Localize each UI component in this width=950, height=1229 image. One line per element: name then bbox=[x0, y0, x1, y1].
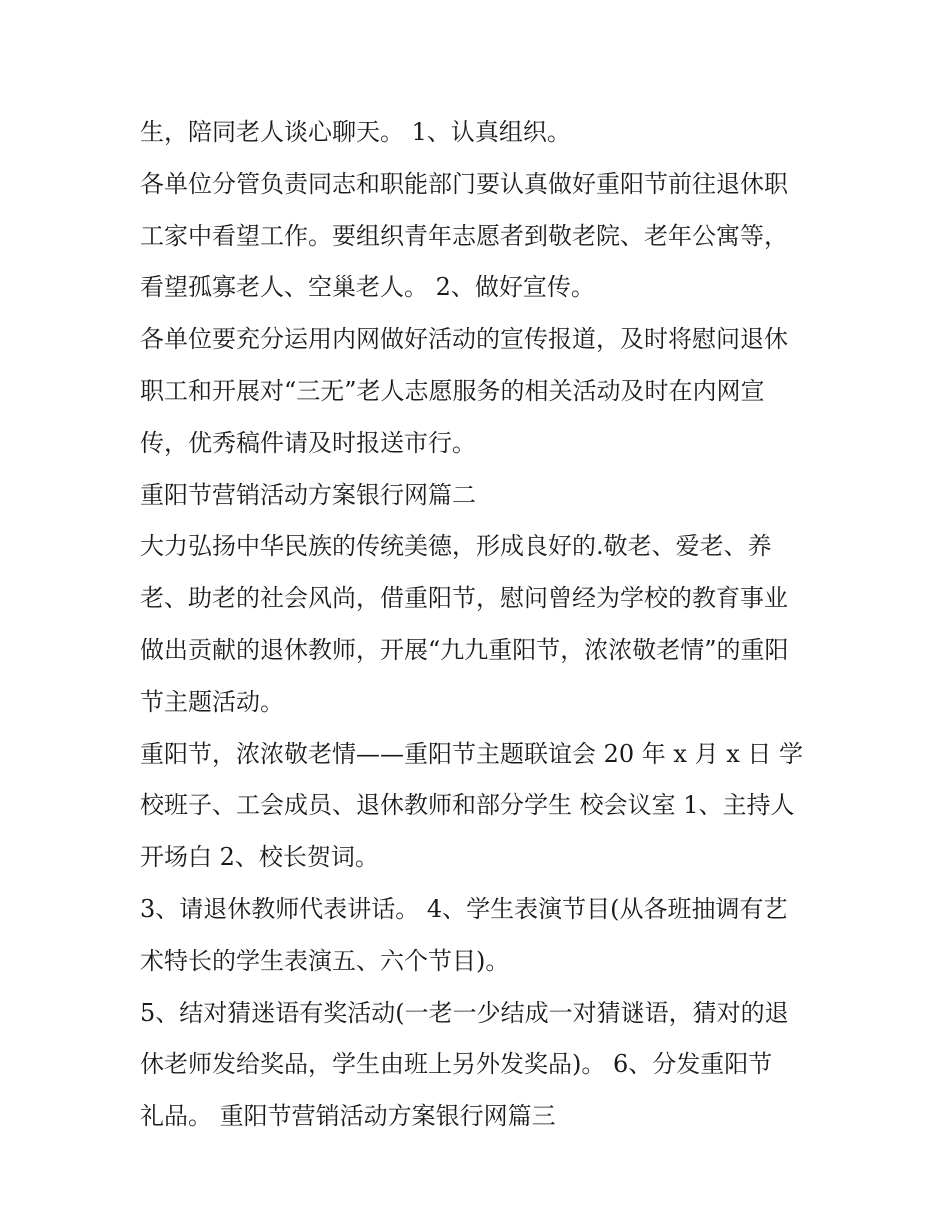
text-line: 3、请退休教师代表讲话。 4、学生表演节目(从各班抽调有艺 bbox=[140, 894, 788, 923]
section-heading: 重阳节营销活动方案银行网篇二 bbox=[140, 480, 476, 509]
text-line: 节主题活动。 bbox=[140, 687, 284, 716]
text-line: 校班子、工会成员、退休教师和部分学生 校会议室 1、主持人 bbox=[140, 791, 795, 820]
text-line: 做出贡献的退休教师，开展“九九重阳节，浓浓敬老情”的重阳 bbox=[140, 635, 789, 664]
document-body bbox=[140, 107, 820, 1143]
text-line: 重阳节，浓浓敬老情——重阳节主题联谊会 20 年 x 月 x 日 学 bbox=[140, 739, 804, 768]
text-line: 工家中看望工作。要组织青年志愿者到敬老院、老年公寓等， bbox=[140, 221, 788, 250]
text-line: 职工和开展对“三无”老人志愿服务的相关活动及时在内网宣 bbox=[140, 376, 765, 405]
text-line: 5、结对猜迷语有奖活动(一老一少结成一对猜谜语，猜对的退 bbox=[140, 998, 789, 1027]
text-line: 老、助老的社会风尚，借重阳节，慰问曾经为学校的教育事业 bbox=[140, 584, 788, 613]
text-line: 术特长的学生表演五、六个节目)。 bbox=[140, 946, 510, 975]
text-line: 各单位分管负责同志和职能部门要认真做好重阳节前往退休职 bbox=[140, 169, 788, 198]
text-line: 看望孤寡老人、空巢老人。 2、做好宣传。 bbox=[140, 273, 595, 302]
text-line: 开场白 2、校长贺词。 bbox=[140, 843, 379, 872]
text-line: 休老师发给奖品，学生由班上另外发奖品)。 6、分发重阳节 bbox=[140, 1050, 773, 1079]
text-line: 传，优秀稿件请及时报送市行。 bbox=[140, 428, 476, 457]
text-line: 生，陪同老人谈心聊天。 1、认真组织。 bbox=[140, 118, 571, 146]
text-line: 各单位要充分运用内网做好活动的宣传报道，及时将慰问退休 bbox=[140, 325, 788, 354]
text-line: 礼品。 重阳节营销活动方案银行网篇三 bbox=[140, 1102, 556, 1131]
text-line: 大力弘扬中华民族的传统美德，形成良好的.敬老、爱老、养 bbox=[140, 532, 772, 561]
